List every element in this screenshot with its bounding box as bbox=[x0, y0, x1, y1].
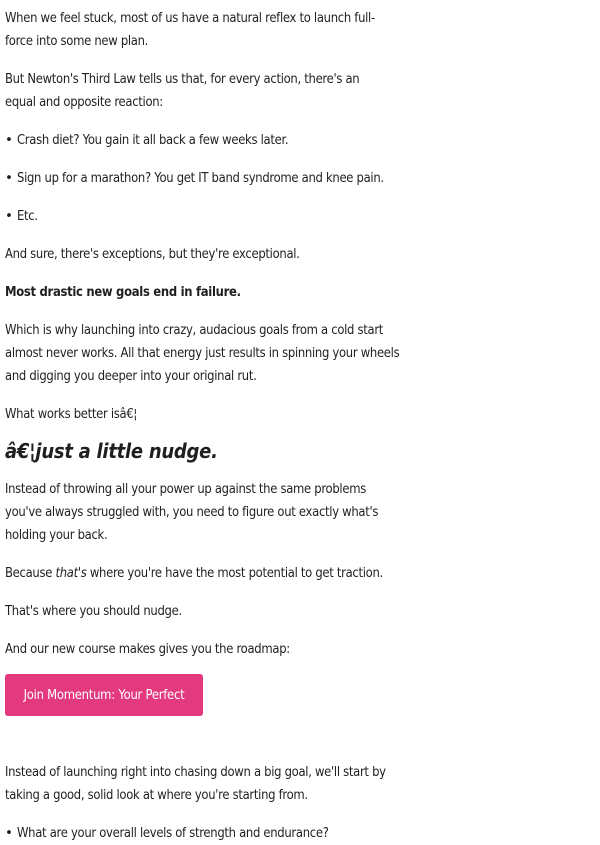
bullet-icon: • bbox=[5, 170, 13, 186]
list-item bbox=[5, 205, 405, 228]
bullet-icon: • bbox=[5, 825, 13, 841]
paragraph: But Newton's Third Law tells us that, for every action, there's an equal and opposite reaction: bbox=[5, 71, 360, 110]
paragraph: What works better isâ€¦ bbox=[5, 406, 138, 422]
list-item-text: Etc. bbox=[17, 208, 38, 224]
paragraph: And sure, there's exceptions, but they're exceptional. bbox=[5, 246, 300, 262]
list-item-text: What are your overall levels of strength and endurance? bbox=[17, 825, 329, 841]
emphasis-text: that's bbox=[55, 565, 87, 581]
text-span: Because bbox=[5, 565, 56, 581]
bullet-icon: • bbox=[5, 208, 13, 224]
paragraph bbox=[5, 562, 405, 585]
list-item-text: Sign up for a marathon? You get IT band syndrome and knee pain. bbox=[17, 170, 384, 186]
bullet-list bbox=[5, 129, 405, 228]
paragraph: Instead of launching right into chasing down a big goal, we'll start by taking a good, solid look at where you're starting from. bbox=[5, 764, 386, 803]
paragraph: That's where you should nudge. bbox=[5, 603, 182, 619]
button-label: Join Momentum: Your Perfect Nudge bbox=[23, 687, 185, 745]
list-item-text: Crash diet? You gain it all back a few weeks later. bbox=[17, 132, 289, 148]
join-momentum-button[interactable] bbox=[5, 674, 203, 745]
bullet-list bbox=[5, 822, 405, 845]
list-item bbox=[5, 129, 405, 152]
list-item bbox=[5, 167, 405, 190]
bold-statement: Most drastic new goals end in failure. bbox=[5, 284, 241, 300]
text-span: where you're have the most potential to get traction. bbox=[86, 565, 383, 581]
paragraph: And our new course makes gives you the roadmap: bbox=[5, 641, 290, 657]
paragraph: Instead of throwing all your power up against the same problems you've always struggled with, you need to figure out exactly what's holding your back. bbox=[5, 481, 379, 543]
paragraph: Which is why launching into crazy, audacious goals from a cold start almost never works. All that energy just results in spinning your wheels and digging you deeper into your original rut. bbox=[5, 322, 400, 384]
article-body bbox=[5, 7, 405, 845]
section-heading: â€¦just a little nudge. bbox=[5, 439, 218, 463]
bullet-icon: • bbox=[5, 132, 13, 148]
list-item bbox=[5, 822, 405, 845]
paragraph: When we feel stuck, most of us have a natural reflex to launch full-force into some new plan. bbox=[5, 10, 375, 49]
